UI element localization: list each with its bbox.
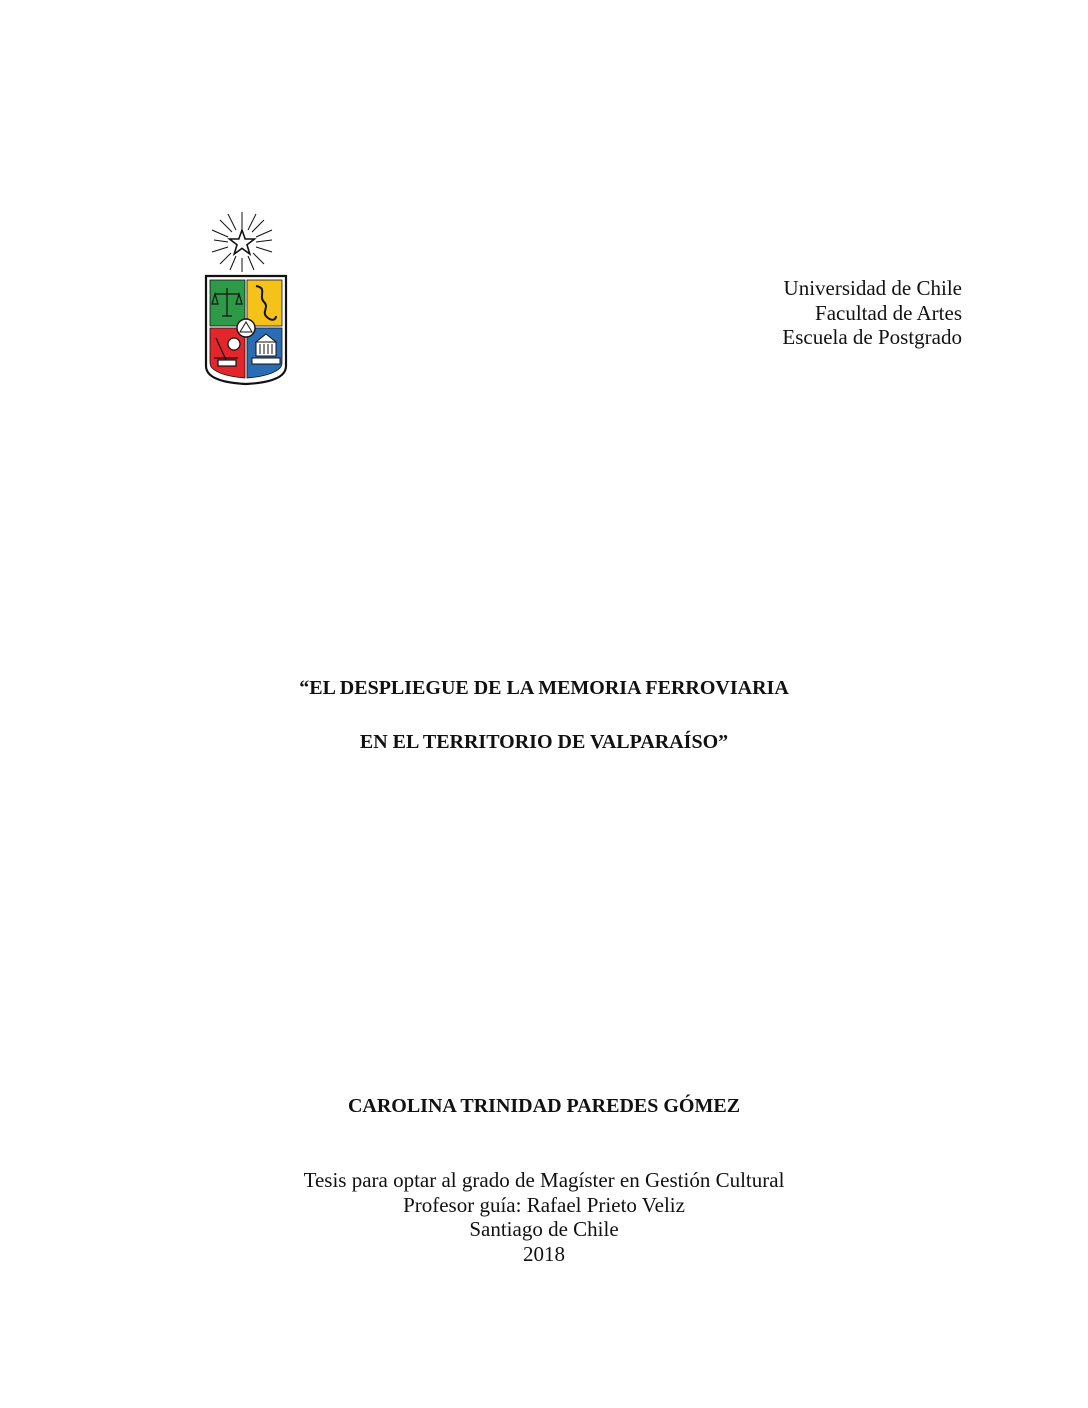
institution-block	[782, 276, 962, 350]
advisor-line: Profesor guía: Rafael Prieto Veliz	[403, 1192, 685, 1217]
year-line: 2018	[523, 1241, 565, 1266]
thesis-title-line-2: EN EL TERRITORIO DE VALPARAÍSO”	[359, 731, 729, 753]
star-icon	[230, 230, 255, 254]
university-crest-icon	[198, 208, 294, 388]
author-name: CAROLINA TRINIDAD PAREDES GÓMEZ	[347, 1095, 741, 1117]
school-name: Escuela de Postgrado	[782, 325, 962, 349]
place-line: Santiago de Chile	[469, 1217, 619, 1241]
thesis-title-line-1: “EL DESPLIEGUE DE LA MEMORIA FERROVIARIA	[299, 677, 789, 699]
university-name: Universidad de Chile	[783, 276, 962, 300]
degree-line: Tesis para optar al grado de Magíster en Gestión Cultural	[303, 1168, 785, 1192]
faculty-name: Facultad de Artes	[815, 300, 962, 325]
thesis-details	[0, 1168, 1088, 1266]
